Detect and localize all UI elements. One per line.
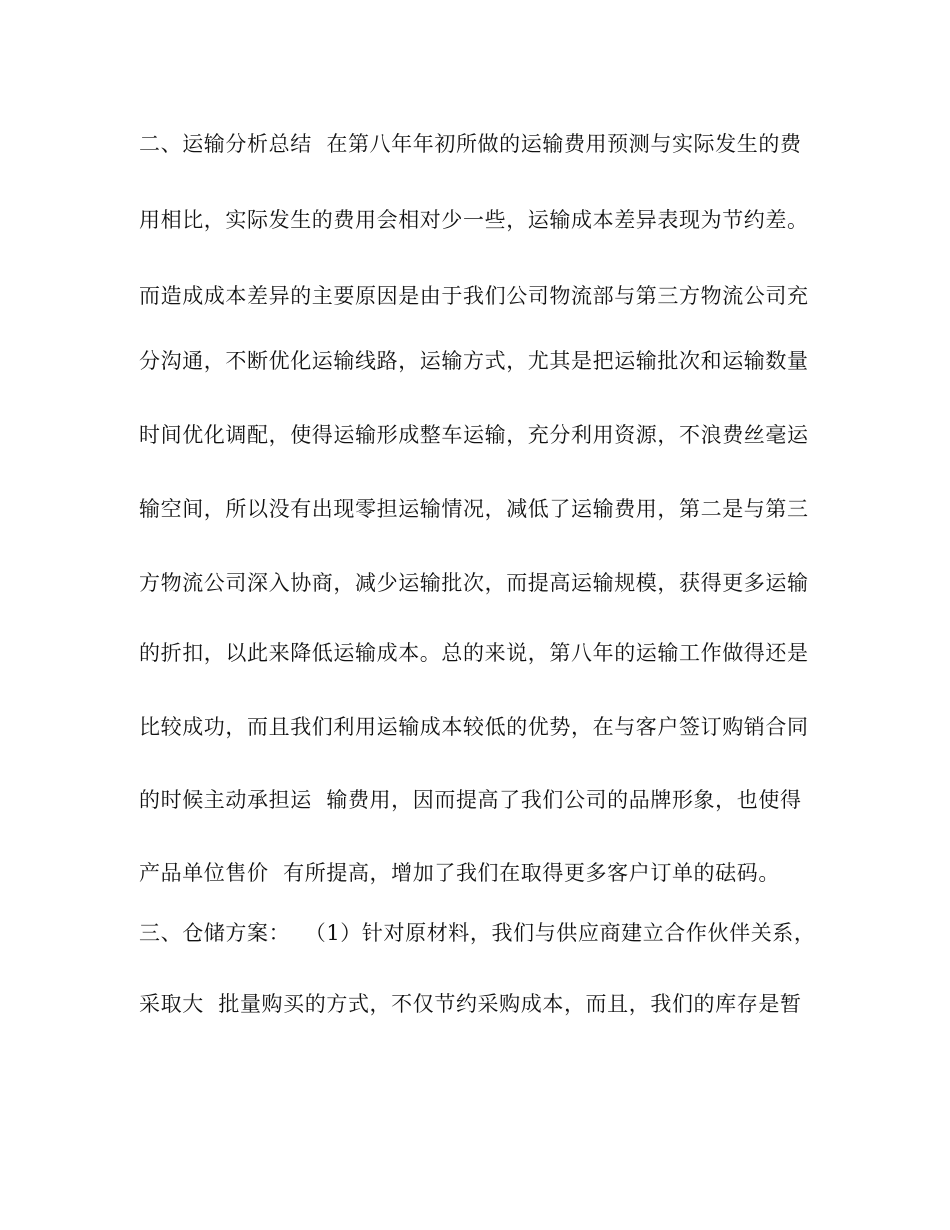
text-line-10: 的时候主动承担运 输费用，因而提高了我们公司的品牌形象，也使得 (139, 788, 802, 812)
text-line-7: 方物流公司深入协商，减少运输批次，而提高运输规模，获得更多运输 (139, 571, 809, 595)
text-line-3: 而造成成本差异的主要原因是由于我们公司物流部与第三方物流公司充 (139, 284, 809, 308)
text-line-1: 二、运输分析总结 在第八年年初所做的运输费用预测与实际发生的费 (139, 132, 802, 156)
text-line-13: 采取大 批量购买的方式，不仅节约采购成本，而且，我们的库存是暂 (139, 992, 802, 1016)
text-line-9: 比较成功，而且我们利用运输成本较低的优势，在与客户签订购销合同 (139, 715, 809, 739)
text-line-12: 三、仓储方案： （1）针对原材料，我们与供应商建立合作伙伴关系， (139, 921, 816, 945)
text-line-8: 的折扣，以此来降低运输成本。总的来说，第八年的运输工作做得还是 (139, 641, 809, 665)
text-line-6: 输空间，所以没有出现零担运输情况，减低了运输费用，第二是与第三 (139, 497, 809, 521)
text-line-4: 分沟通，不断优化运输线路，运输方式，尤其是把运输批次和运输数量 (139, 349, 809, 373)
text-line-2: 用相比，实际发生的费用会相对少一些，运输成本差异表现为节约差。 (139, 208, 809, 232)
text-line-11: 产品单位售价 有所提高，增加了我们在取得更多客户订单的砝码。 (139, 861, 780, 885)
text-line-5: 时间优化调配，使得运输形成整车运输，充分利用资源，不浪费丝毫运 (139, 423, 809, 447)
